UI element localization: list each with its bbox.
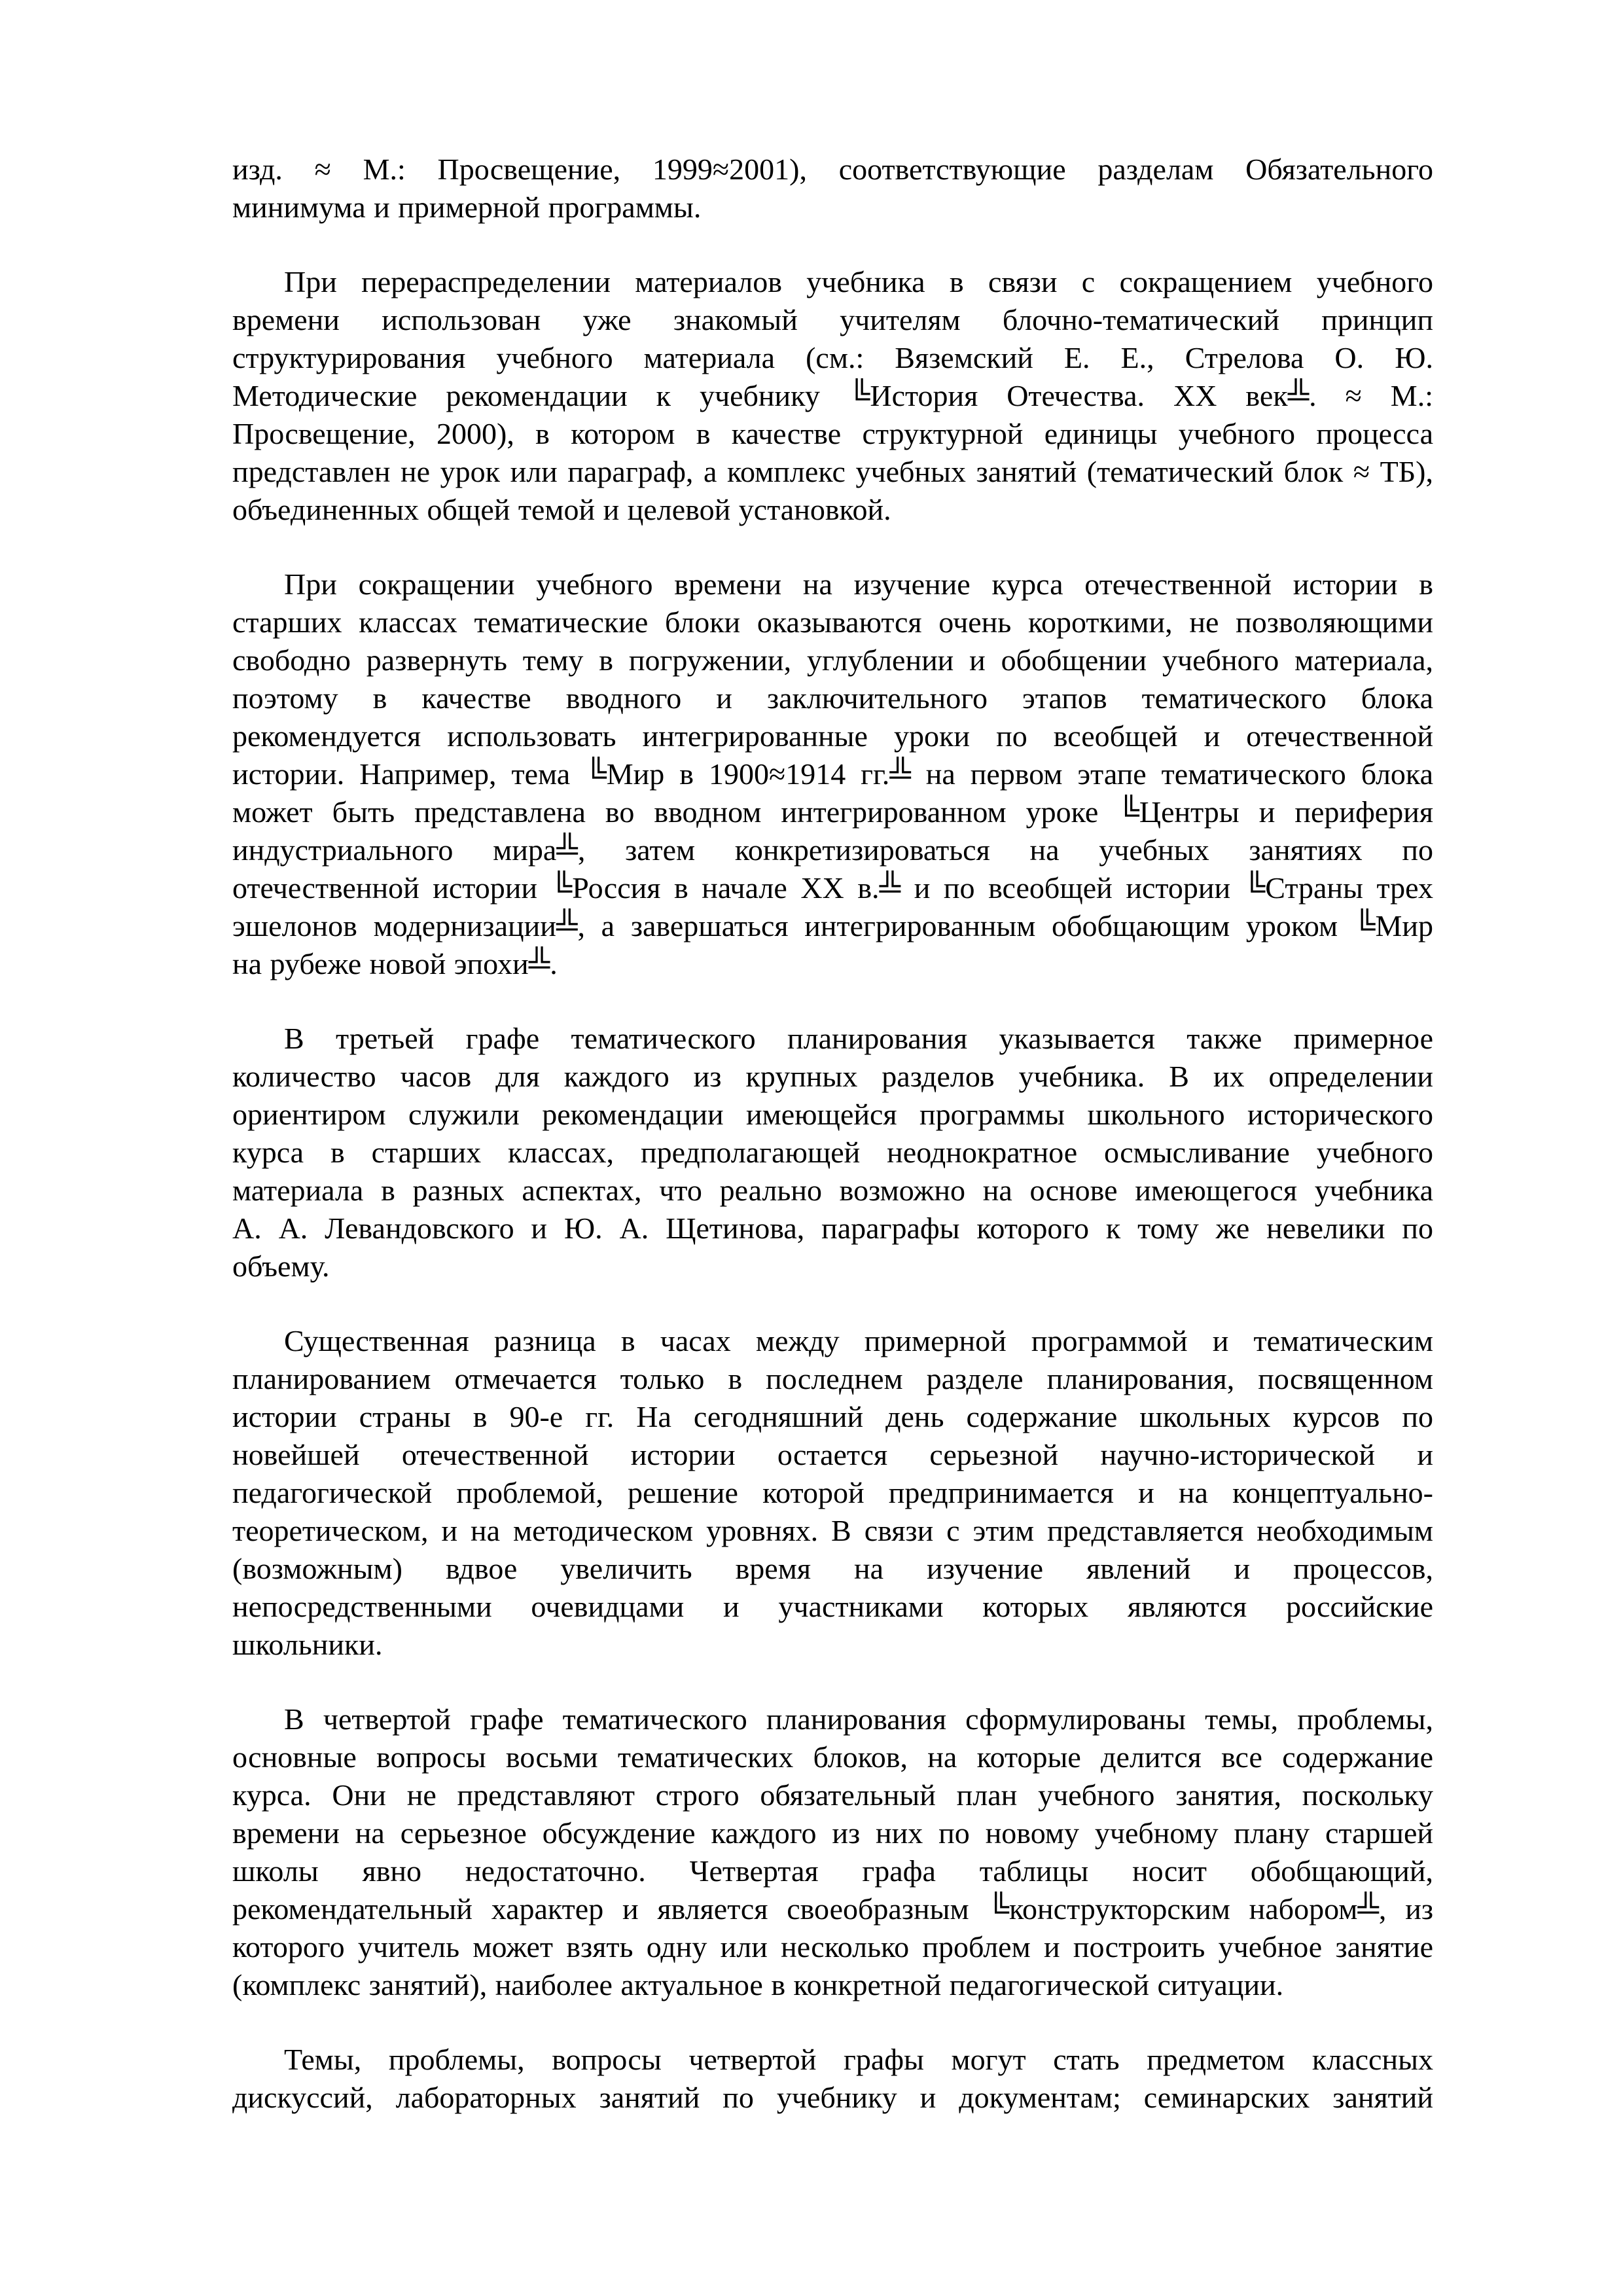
text-line: Методические рекомендации к учебнику ╚История Отечества. XX век╩. ≈ М.:	[232, 379, 1433, 412]
text-line: курса в старших классах, предполагающей неоднократное осмысливание учебного	[232, 1136, 1433, 1169]
text-line: материала в разных аспектах, что реально возможно на основе имеющегося учебника	[232, 1174, 1433, 1207]
text-line: истории страны в 90-е гг. На сегодняшний день содержание школьных курсов по	[232, 1400, 1433, 1433]
text-line: ориентиром служили рекомендации имеющейся программы школьного исторического	[232, 1098, 1433, 1131]
paragraph	[232, 1020, 1433, 1285]
text-line: количество часов для каждого из крупных разделов учебника. В их определении	[232, 1060, 1433, 1093]
text-line: школы явно недостаточно. Четвертая графа таблицы носит обобщающий,	[232, 1854, 1433, 1888]
text-line: которого учитель может взять одну или несколько проблем и построить учебное занятие	[232, 1930, 1433, 1964]
text-line: свободно развернуть тему в погружении, углублении и обобщении учебного материала,	[232, 643, 1433, 677]
text-line: индустриального мира╩, затем конкретизироваться на учебных занятиях по	[232, 833, 1433, 867]
text-line: представлен не урок или параграф, а комплекс учебных занятий (тематический блок ≈ ТБ),	[232, 455, 1433, 488]
text-line: может быть представлена во вводном интегрированном уроке ╚Центры и периферия	[232, 795, 1433, 829]
text-line: школьники.	[232, 1628, 383, 1661]
text-line: Темы, проблемы, вопросы четвертой графы могут стать предметом классных	[284, 2043, 1433, 2076]
text-line: А. А. Левандовского и Ю. А. Щетинова, параграфы которого к тому же невелики по	[232, 1211, 1433, 1245]
text-line: (комплекс занятий), наиболее актуальное в конкретной педагогической ситуации.	[232, 1968, 1284, 2001]
text-line: рекомендуется использовать интегрированные уроки по всеобщей и отечественной	[232, 719, 1433, 753]
text-line: отечественной истории ╚Россия в начале XX в.╩ и по всеобщей истории ╚Страны трех	[232, 871, 1433, 905]
text-line: теоретическом, и на методическом уровнях. В связи с этим представляется необходимым	[232, 1514, 1433, 1547]
text-line: курса. Они не представляют строго обязательный план учебного занятия, поскольку	[232, 1778, 1433, 1812]
paragraph	[232, 565, 1433, 983]
text-line: Существенная разница в часах между примерной программой и тематическим	[284, 1324, 1433, 1357]
text-line: рекомендательный характер и является своеобразным ╚конструкторским набором╩, из	[232, 1892, 1433, 1926]
text-line: структурирования учебного материала (см.: Вяземский Е. Е., Стрелова О. Ю.	[232, 341, 1433, 374]
text-line: При сокращении учебного времени на изучение курса отечественной истории в	[284, 567, 1433, 601]
text-line: (возможным) вдвое увеличить время на изучение явлений и процессов,	[232, 1552, 1433, 1585]
text-line: новейшей отечественной истории остается серьезной научно-исторической и	[232, 1438, 1433, 1471]
text-line: Просвещение, 2000), в котором в качестве структурной единицы учебного процесса	[232, 417, 1433, 450]
text-line: В четвертой графе тематического планирования сформулированы темы, проблемы,	[284, 1702, 1433, 1736]
text-line: планированием отмечается только в последнем разделе планирования, посвященном	[232, 1362, 1433, 1395]
paragraph	[232, 263, 1433, 529]
text-line: истории. Например, тема ╚Мир в 1900≈1914 гг.╩ на первом этапе тематического блока	[232, 757, 1433, 791]
text-line: объединенных общей темой и целевой установкой.	[232, 493, 891, 526]
text-line: эшелонов модернизации╩, а завершаться интегрированным обобщающим уроком ╚Мир	[232, 909, 1433, 942]
text-line: При перераспределении материалов учебника в связи с сокращением учебного	[284, 265, 1433, 298]
text-line: минимума и примерной программы.	[232, 190, 702, 224]
text-line: поэтому в качестве вводного и заключительного этапов тематического блока	[232, 681, 1433, 715]
text-line: непосредственными очевидцами и участниками которых являются российские	[232, 1590, 1433, 1623]
text-line: изд. ≈ М.: Просвещение, 1999≈2001), соответствующие разделам Обязательного	[232, 152, 1433, 186]
text-line: старших классах тематические блоки оказываются очень короткими, не позволяющими	[232, 605, 1433, 639]
paragraph	[232, 151, 1433, 226]
text-line: объему.	[232, 1249, 330, 1283]
paragraph	[232, 1322, 1433, 1664]
text-line: времени использован уже знакомый учителям блочно-тематический принцип	[232, 303, 1433, 336]
paragraph	[232, 1700, 1433, 2004]
text-line: времени на серьезное обсуждение каждого из них по новому учебному плану старшей	[232, 1816, 1433, 1850]
paragraph	[232, 2041, 1433, 2117]
text-line: педагогической проблемой, решение которой предпринимается и на концептуально-	[232, 1476, 1433, 1509]
text-line: основные вопросы восьми тематических блоков, на которые делится все содержание	[232, 1740, 1433, 1774]
text-line: дискуссий, лабораторных занятий по учебнику и документам; семинарских занятий	[232, 2081, 1433, 2114]
text-line: В третьей графе тематического планирования указывается также примерное	[284, 1022, 1433, 1055]
document-text	[232, 151, 1433, 2117]
text-line: на рубеже новой эпохи╩.	[232, 947, 558, 980]
